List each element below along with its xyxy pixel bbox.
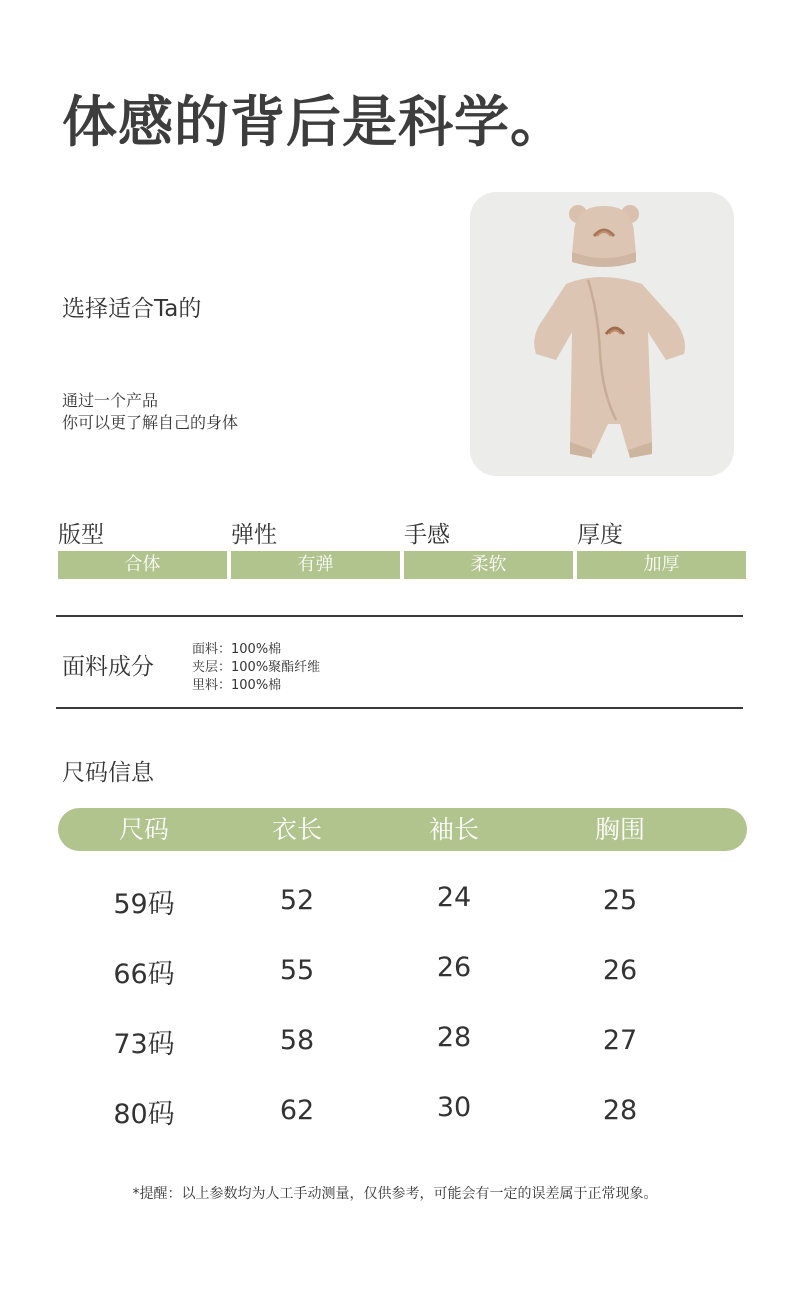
fabric-line: 里料：100%棉 <box>192 678 282 693</box>
attribute-value: 有弹 <box>231 551 400 579</box>
table-cell: 28 <box>602 1095 638 1126</box>
header-cell: 袖长 <box>428 815 479 844</box>
product-photo <box>470 192 734 476</box>
table-row <box>58 952 747 992</box>
description-line: 你可以更了解自己的身体 <box>62 413 239 432</box>
header-cell: 尺码 <box>118 815 169 844</box>
table-cell: 28 <box>436 1022 472 1053</box>
table-cell: 30 <box>436 1092 472 1123</box>
size-table-header <box>58 808 747 851</box>
fabric-line: 夹层：100%聚酯纤维 <box>192 660 321 675</box>
table-cell: 58 <box>279 1025 315 1056</box>
attribute-name: 版型 <box>58 522 104 548</box>
table-cell: 55 <box>279 955 315 986</box>
table-cell: 73码 <box>113 1029 175 1060</box>
attribute-value: 合体 <box>58 551 227 579</box>
measurement-note: *提醒：以上参数均为人工手动测量，仅供参考，可能会有一定的误差属于正常现象。 <box>132 1186 658 1202</box>
table-cell: 59码 <box>113 889 175 920</box>
table-row <box>58 1022 747 1062</box>
size-info-title: 尺码信息 <box>62 760 154 786</box>
table-cell: 25 <box>602 885 638 916</box>
fabric-line: 面料：100%棉 <box>192 642 282 657</box>
table-cell: 80码 <box>113 1099 175 1130</box>
divider <box>56 615 743 617</box>
fabric-label: 面料成分 <box>62 654 154 680</box>
header-cell: 衣长 <box>271 815 322 844</box>
description-line: 通过一个产品 <box>62 391 159 410</box>
header-cell: 胸围 <box>594 815 645 844</box>
attribute-name: 手感 <box>404 522 450 548</box>
table-cell: 66码 <box>113 959 175 990</box>
subtitle: 选择适合Ta的 <box>62 296 202 322</box>
attribute-value: 柔软 <box>404 551 573 579</box>
baby-romper-icon <box>470 192 734 476</box>
table-row <box>58 1092 747 1132</box>
table-cell: 24 <box>436 882 472 913</box>
table-cell: 26 <box>602 955 638 986</box>
table-cell: 52 <box>279 885 315 916</box>
table-cell: 27 <box>602 1025 638 1056</box>
table-row <box>58 882 747 922</box>
attribute-name: 弹性 <box>231 522 277 548</box>
attribute-name: 厚度 <box>577 522 623 548</box>
table-cell: 62 <box>279 1095 315 1126</box>
description <box>62 390 238 434</box>
page-title: 体感的背后是科学。 <box>62 90 567 154</box>
table-cell: 26 <box>436 952 472 983</box>
attribute-value: 加厚 <box>577 551 746 579</box>
divider <box>56 707 743 709</box>
fabric-composition <box>192 641 320 695</box>
